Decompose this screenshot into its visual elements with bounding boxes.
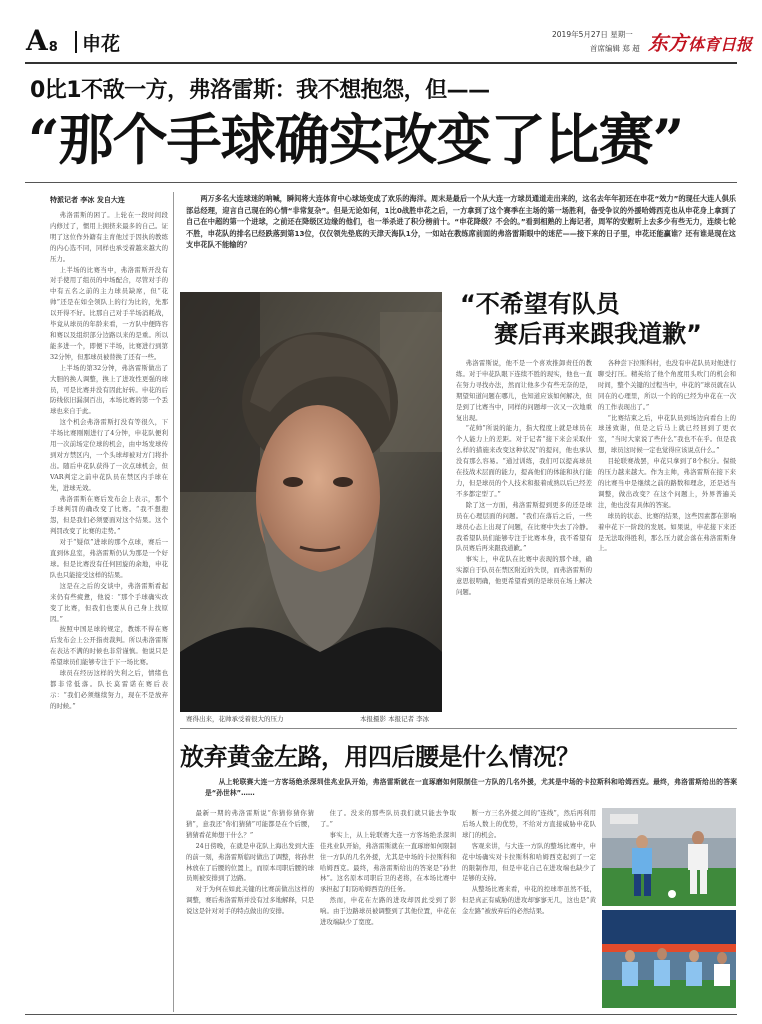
editor-line: 首席编辑 郑 超 [590,44,640,53]
section-label: 申花 [82,33,121,55]
headline-kicker: 0比1不敌一方，弗洛雷斯：我不想抱怨，但—— [30,78,490,103]
left-paragraph: 弗洛雷斯的困了。上轮在一段时间段内修过了，惯用上拥挤来最多的自己。证明了这位作外籍有主育他过于因执的教练的内心选不同，同样也承受着越来越大的压力。 [50,211,168,263]
bottom-paragraph: 事实上，从上轮联赛大连一方客场绝杀深圳佳兆业队开始，弗洛雷斯就在一直琢磨如何限制住一方队的几名外援，尤其是中场的卡拉斯科和哈姆西克。最终，弗洛雷斯给出的答案是“孙世林”。这名原本司职后卫的老将，在本场比赛中承担起了盯防哈姆西克的任务。 [320,830,456,894]
bottom-column-1 [186,808,314,1013]
masthead-rule [25,62,737,64]
mid-paragraph: 弗洛雷斯说，他不是一个喜欢推卸责任的教练。对于申花队眼下连续不胜的现实，他也一直在努力寻找办法，然而让他多少有些无奈的是，期望知道问题在哪儿，也知道应该如何解决，但是到了比赛当中，同样的问题却一次又一次地重复出现。 [456,359,592,422]
bottom-paragraph: 24日傍晚，在就是申花队上海出发到大连的前一刻，弗洛雷斯临时做出了调整，将孙世林放在了后腰的位置上，而原本司职后腰的球员则被安排到了边路。 [186,841,314,883]
right-paragraph: “比赛结束之后，申花队员到场边向看台上的球迷致谢，但是之后马上就已经回到了更衣室，“当时大家说了些什么”我也不在乎。但是我想，球员这时候一定也觉得应该说点什么。” [598,413,736,455]
bottom-paragraph: 然而，申花在左路的进攻却因此受到了影响。由于边路球员被调整到了其他位置，申花在进攻端缺少了宽度。 [320,896,456,927]
left-paragraph: 按照中国足球的规定，教练不得在赛后发布会上公开指责裁判。所以弗洛雷斯在表达不满的时候也非常谨慎。他说只是希望球员们能够专注于下一场比赛。 [50,625,168,667]
match-action-image [602,808,736,906]
headline-rule [25,182,737,183]
paper-logo-part1: 东方 [648,31,688,55]
coach-portrait [180,292,442,712]
page-number: 8 [48,40,58,55]
section-rule [180,728,737,729]
mid-paragraph: 事实上，申花队在比赛中表现的那个球，确实源自于队员在禁区附近的失误，而弗洛雷斯的意思很明确，他更希望看到的是球员在场上解决问题。 [456,555,592,597]
right-paragraph: 目轮联赛战罢，申花只拿到了8个积分。保级的压力越来越大。作为主帅，弗洛雷斯在接下来的比赛当中是继续之前的路数和理念，还是适当调整，做出改变？在这个问题上，外界普遍关注，他也没有具体的答案。 [598,457,736,509]
section-divider [75,31,77,53]
subhead-line: 赛后再来跟我道歉” [494,320,702,348]
left-paragraph: 对于“疑似”进球的那个点球，赛后一直到休息室，弗洛雷斯仍认为那是一个好球。但是比赛没有任何回旋的余地，申花队也只能接受这样的结果。 [50,538,168,579]
lead2-text: 从上轮联赛大连一方客场绝杀深圳佳兆业队开始，弗洛雷斯就在一直琢磨如何限制住一方队的几名外援，尤其是中场的卡拉斯科和哈姆西克。最终，弗洛雷斯给出的答案是“孙世林”…… [205,778,737,797]
left-paragraph: 这个机会弗洛雷斯打没有等很久，下半场比赛刚刚进行了4分钟，申花队便利用一次前场定位球的机会，由中场发球传到对方禁区内，一个头球却被对方门将扑出。随后申花队获得了一次点球机会，但VAR判定之前申花队员在禁区内手球在先，进球无效。 [50,418,168,492]
bottom-paragraph: 住了。没来的那些队员我们就只能去争取了。” [320,809,456,828]
main-photo [180,292,442,712]
mid-paragraph: 除了这一方面，弗洛雷斯提到更多的还是球员在心理层面的问题。“我们在落后之后，一些球员心态上出现了问题，在比赛中失去了冷静。我希望队员们能够专注于比赛本身，我不希望有队员赛后再来跟我道歉。” [456,500,592,553]
bottom-paragraph: 断一方三名外援之间的“连线”，然后再利用后场人数上的优势，不给对方直接威胁申花队球门的机会。 [462,809,596,839]
bottom-paragraph: 最新一期的弗洛雷斯说“你猜你猜你猜猜”，意我还“你们猜猜”可能都是在个后腰，猜猜看花帅想干什么？” [186,809,314,839]
match-photo-top [602,808,736,906]
mid-column [456,358,592,718]
bottom-column-3 [462,808,596,1013]
byline: 特派记者 李冰 发自大连 [50,196,125,204]
page-number-badge [26,25,58,55]
bottom-paragraph: 从整场比赛来看，申花的控球率虽然不低，但是真正有威胁的进攻却寥寥无几，这也是“黄金左路”被放弃后的必然结果。 [462,885,596,916]
photo-credit: 本报摄影 本报记者 李冰 [360,715,430,723]
left-paragraph: 上半场的第32分钟，弗洛雷斯做出了大胆的换人调整，换上了进攻性更强的球员，可是比赛并没有因此好转。申花的后防线依旧漏洞百出，本场比赛的第一个丢球也来自于此。 [50,363,168,416]
bottom-column-2 [320,808,456,1013]
subhead-quote [460,289,736,349]
column-separator [173,192,174,1012]
right-column [598,358,736,718]
issue-date: 2019年5月27日 星期一 [552,30,633,39]
mid-paragraph: “花帅”所说的能力，指大程度上就是球员在个人能力上的差距。对于记者“接下来会采取什么样的措施来改变这种状况”的提问，他也承认没有那么容易。“通过训练，我们可以提高球员在技战术层面的能力，提高他们的体能和执行能力，但是球员的个人技术和报着成熟以后已经差不多都定型了。” [456,424,592,498]
left-paragraph: 这是在之后的交谈中，弗洛雷斯看起来仍有些疲惫，他说：“那个手球确实改变了比赛，但我们也要从自己身上找原因。” [50,581,168,623]
match-celebration-image [602,910,736,1008]
headline-title: “那个手球确实改变了比赛” [28,107,684,172]
right-paragraph: 各种尝下拉斯科村，也没有申花队员对他进行聊受打压。精英给了他个角度用头吹门的机会和时间，整个关键的过程当中，申花的“球员就在认同在的心理里，所以一个的的已经为申花在一次的工作表现出了。” [598,359,736,411]
footer-rule [25,1014,737,1015]
right-paragraph: 球员的状态、比赛的结果，这些因素都在影响着申花下一阶段的发展。如果说，申花接下来还是无法取得胜利，那么压力就会落在弗洛雷斯身上。 [598,511,736,553]
page-letter: A [26,24,48,57]
bottom-paragraph: 客观来讲，与大连一方队的整场比赛中，申花中场确实对卡拉斯科和哈姆西克起到了一定的限制作用，但是申花自己在进攻端也缺少了足够的支持。 [462,841,596,883]
left-column [50,210,168,1010]
subhead-question: 放弃黄金左路，用四后腰是什么情况？ [180,743,580,771]
lead2 [205,777,737,799]
match-photo-bottom [602,910,736,1008]
left-paragraph: 球员在经历这样的失利之后，情绪也都非常低落。队长莫雷诺在赛后表示：“我们必须继续努力，现在不是放弃的时候。” [50,669,168,710]
paper-logo [648,27,752,56]
subhead-line: “不希望有队员 [460,290,620,318]
left-paragraph: 上半场的比赛当中，弗洛雷斯开没有对手使用了组员的中场配合，尽管对手的中有五名之前的主力球员缺席，但“花帅”还是在如全领队上的行为比的，先那以开得不好。比那自己对手半场消耗战，毕竟从球员的年龄来看，一方队中便阵容和赛以及组织部分边路以来的是重。所以能多进一个，即便下半场，比赛进行到第32分钟，但那球员被替换了还有一些。 [50,265,168,361]
lead-paragraph [186,193,736,251]
photo-caption: 赛得出来，花帅承受着很大的压力 [186,715,284,723]
left-paragraph: 弗洛雷斯在赛后发布会上表示，那个手球判罚的确改变了比赛。“我不想抱怨，但是我们必须要面对这个结果。这个判罚改变了比赛的走势。” [50,494,168,536]
paper-logo-part2: 体育日报 [688,35,753,54]
bottom-paragraph: 对于为何在如此关键的比赛前做出这样的调整，赛后弗洛雷斯并没有过多地解释，只是说这是针对对手的特点做出的安排。 [186,885,314,916]
lead-text: 两万多名大连球迷的呐喊，瞬间将大连体育中心球场变成了欢乐的海洋。周末是最后一个从大连一方球员通道走出来的，这名去年年初还在申花“效力”的现任大连人俱乐部总经理，迎言自己现在的心情“非常复杂”。但是无论如何，1比0战胜申花之后，一方拿到了这个赛季在主场的第一场胜利，备受争议的外援哈姆西克也从申花身上拿到了自己在中超的第一个进球，之前还在降级区边缘的他们，也一举杀进了积分榜前十。“申花降级？不会的。”看到相熟的上海记者，周军的安慰听上去多少有些无力，连续七轮不胜，申花队的排名已经跌落到第13位，仅仅领先垫底的天津天海队1分，一如站在教练席前面的弗洛雷斯眼中的迷茫——接下来的日子里，申花还能赢谁？还有谁是现在这支申花队不能输的？ [186,194,736,249]
